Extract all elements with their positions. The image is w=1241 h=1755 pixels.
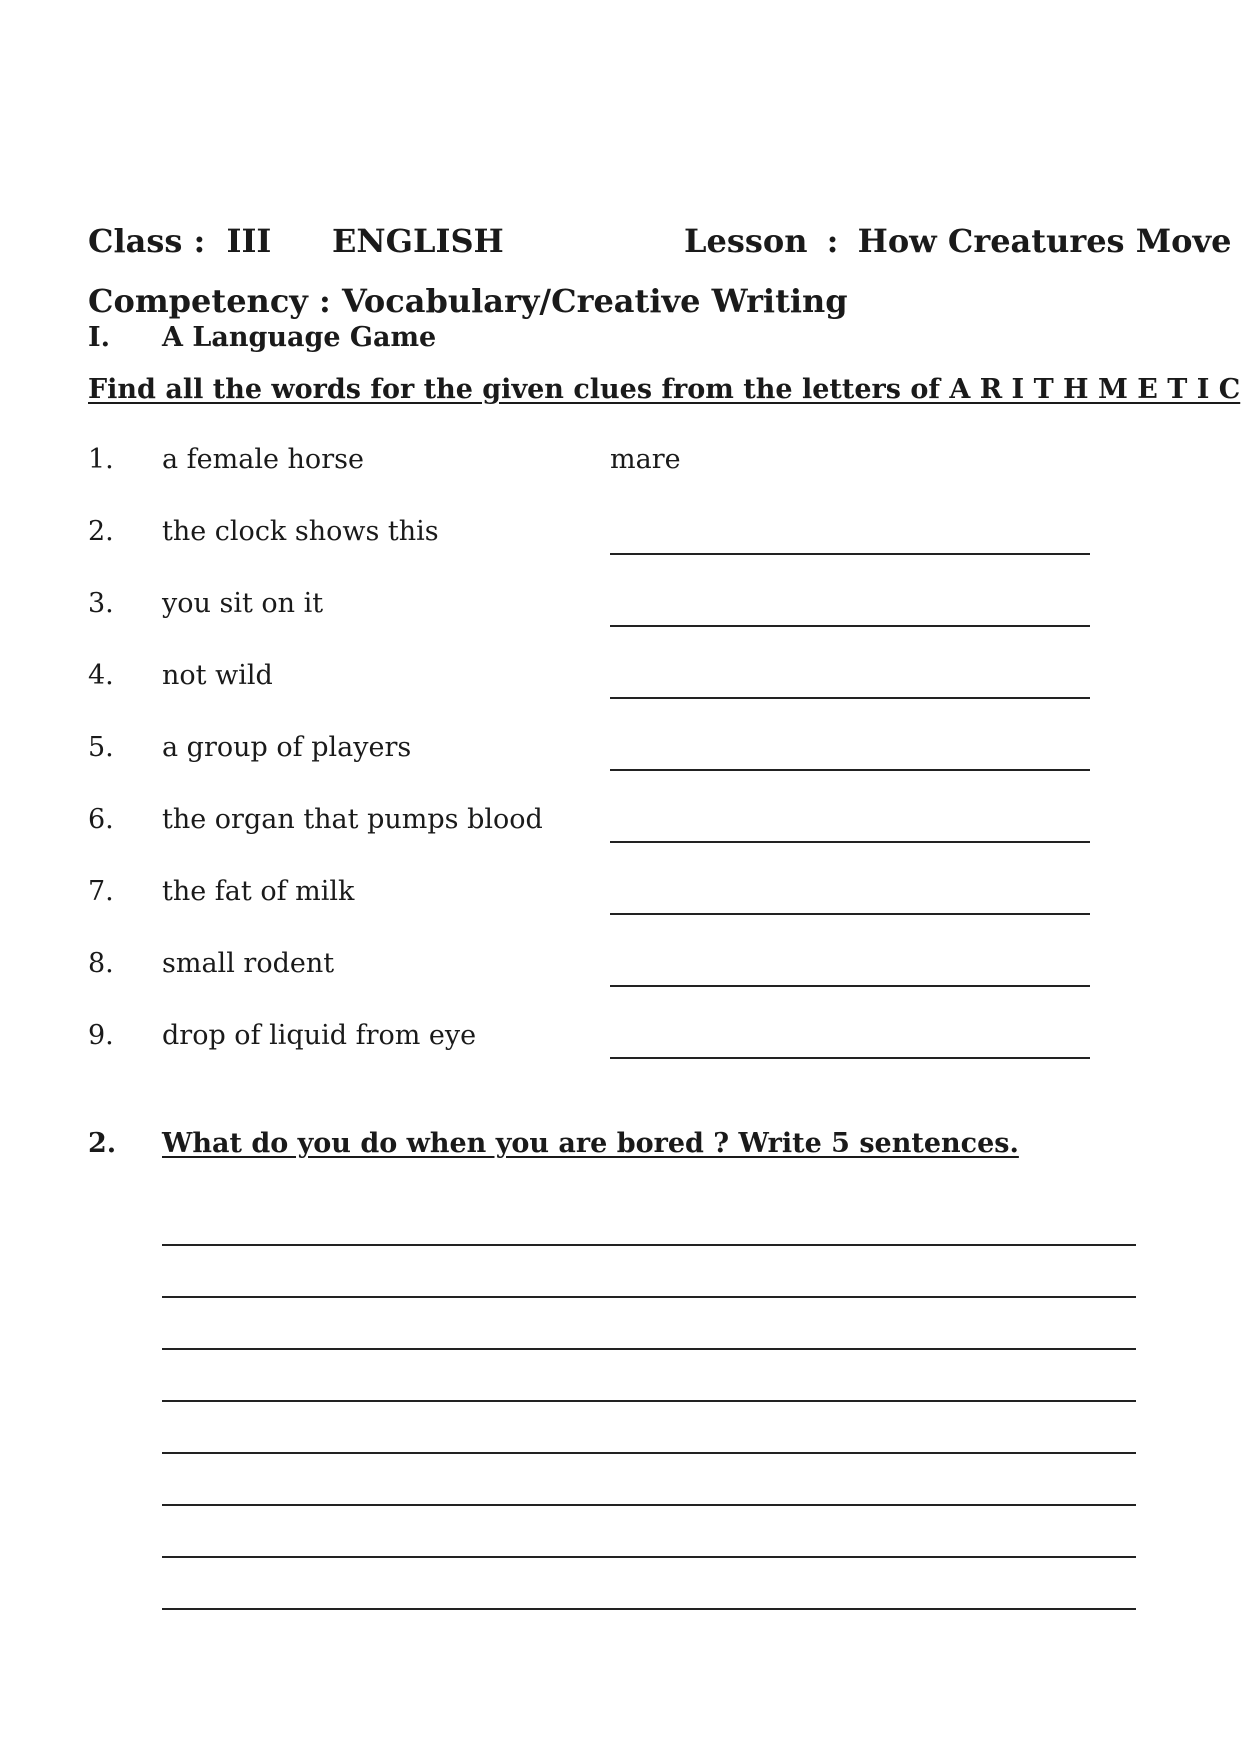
- competency-line: Competency : Vocabulary/Creative Writing: [88, 282, 848, 320]
- clue-number: 1.: [88, 444, 114, 475]
- lesson-separator: :: [826, 222, 839, 260]
- writing-line[interactable]: [162, 1296, 1136, 1298]
- clue-text: the fat of milk: [162, 876, 355, 907]
- answer-blank[interactable]: [610, 769, 1090, 771]
- clue-number: 8.: [88, 948, 114, 979]
- writing-line[interactable]: [162, 1452, 1136, 1454]
- section-1-title: A Language Game: [162, 322, 437, 353]
- writing-line[interactable]: [162, 1348, 1136, 1350]
- section-2-question: What do you do when you are bored ? Write 5 sentences.: [162, 1128, 1019, 1159]
- clue-number: 4.: [88, 660, 114, 691]
- writing-line[interactable]: [162, 1556, 1136, 1558]
- answer-blank[interactable]: [610, 697, 1090, 699]
- clue-number: 7.: [88, 876, 114, 907]
- clue-text: the clock shows this: [162, 516, 439, 547]
- section-1-instruction: Find all the words for the given clues from the letters of A R I T H M E T I C: [88, 374, 1241, 405]
- lesson-title: How Creatures Move: [857, 222, 1232, 260]
- class-value: III: [226, 222, 272, 260]
- clue-text: a female horse: [162, 444, 364, 475]
- clue-text: small rodent: [162, 948, 335, 979]
- class-label-text: Class :: [88, 222, 206, 260]
- clue-text: the organ that pumps blood: [162, 804, 543, 835]
- clue-text: you sit on it: [162, 588, 324, 619]
- answer-blank[interactable]: [610, 553, 1090, 555]
- answer-blank[interactable]: [610, 1057, 1090, 1059]
- answer-blank[interactable]: [610, 985, 1090, 987]
- writing-line[interactable]: [162, 1608, 1136, 1610]
- lesson-heading: [684, 222, 1231, 260]
- clue-text: not wild: [162, 660, 273, 691]
- clue-text: a group of players: [162, 732, 412, 763]
- writing-line[interactable]: [162, 1504, 1136, 1506]
- answer-blank[interactable]: [610, 913, 1090, 915]
- clue-number: 9.: [88, 1020, 114, 1051]
- lesson-label: Lesson: [684, 222, 808, 260]
- writing-line[interactable]: [162, 1244, 1136, 1246]
- clue-text: drop of liquid from eye: [162, 1020, 477, 1051]
- section-1-number: I.: [88, 322, 111, 353]
- subject-title: ENGLISH: [332, 222, 504, 260]
- writing-line[interactable]: [162, 1400, 1136, 1402]
- answer-blank[interactable]: [610, 625, 1090, 627]
- section-2-number: 2.: [88, 1128, 117, 1159]
- answer-blank[interactable]: [610, 841, 1090, 843]
- clue-number: 3.: [88, 588, 114, 619]
- class-label: [88, 222, 271, 260]
- clue-number: 2.: [88, 516, 114, 547]
- clue-number: 6.: [88, 804, 114, 835]
- answer-text: mare: [610, 444, 681, 475]
- clue-number: 5.: [88, 732, 114, 763]
